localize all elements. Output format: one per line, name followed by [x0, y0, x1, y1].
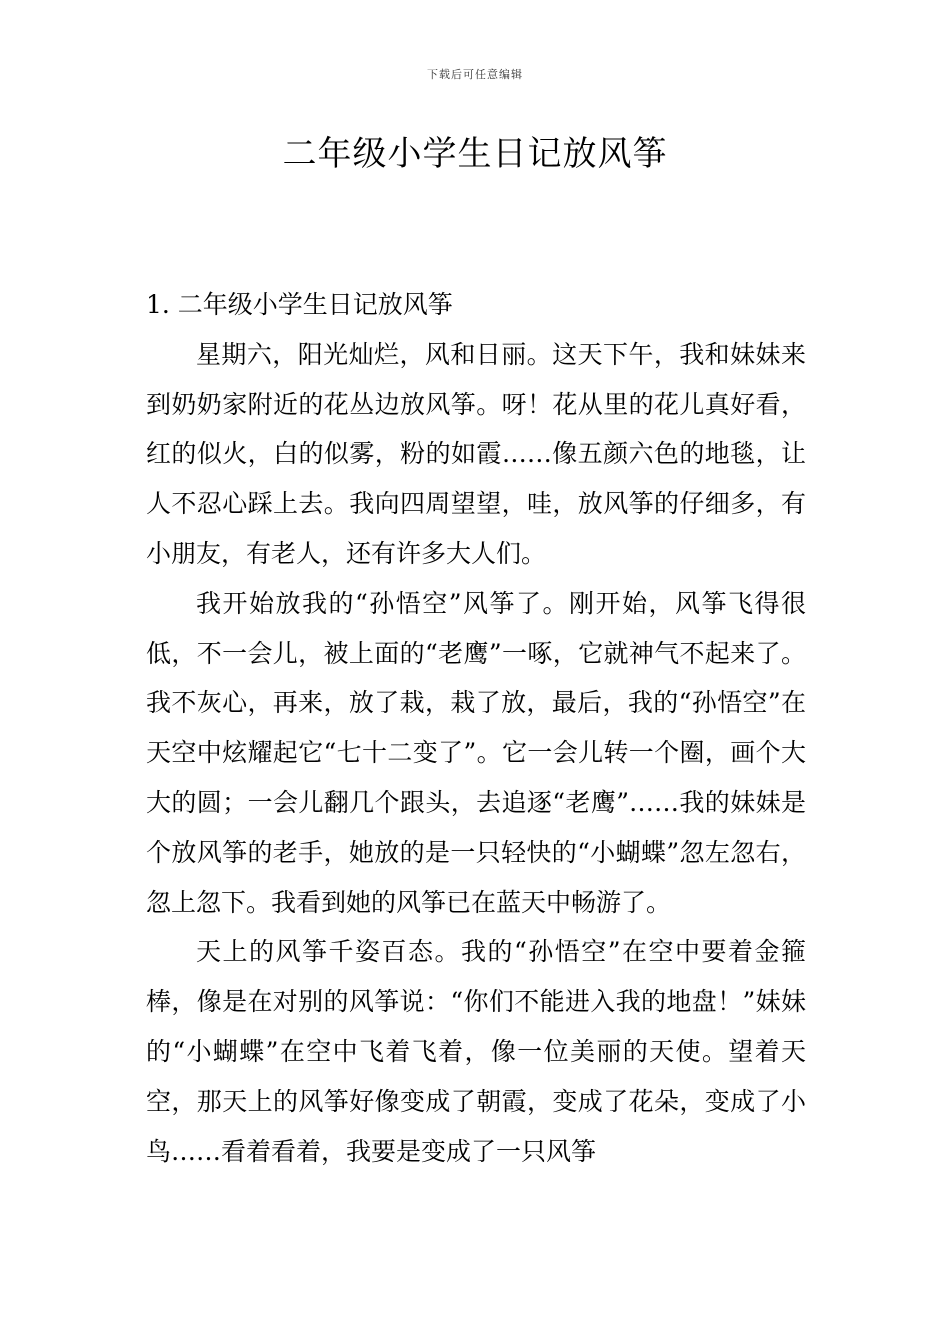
paragraph-1: 星期六，阳光灿烂，风和日丽。这天下午，我和妹妹来到奶奶家附近的花丛边放风筝。呀！花从里的花儿真好看，红的似火，白的似雾，粉的如霞……像五颜六色的地毯，让人不忍心踩上去。我向四周望望，哇，放风筝的仔细多，有小朋友，有老人，还有许多大人们。: [146, 339, 806, 568]
document-body: [146, 280, 806, 1176]
paragraph-3: 天上的风筝千姿百态。我的“孙悟空”在空中要着金箍棒，像是在对别的风筝说：“你们不能进入我的地盘！”妹妹的“小蝴蝶”在空中飞着飞着，像一位美丽的天使。望着天空，那天上的风筝好像变成了朝霞，变成了花朵，变成了小鸟……看着看着，我要是变成了一只风筝: [146, 937, 806, 1166]
header-note: 下载后可任意编辑: [427, 68, 523, 81]
document-title: 二年级小学生日记放风筝: [282, 134, 668, 174]
section-heading: 1. 二年级小学生日记放风筝: [146, 290, 453, 319]
paragraph-2: 我开始放我的“孙悟空”风筝了。刚开始，风筝飞得很低，不一会儿，被上面的“老鹰”一啄，它就神气不起来了。我不灰心，再来，放了栽，栽了放，最后，我的“孙悟空”在天空中炫耀起它“七十二变了”。它一会儿转一个圈，画个大大的圆；一会儿翻几个跟头，去追逐“老鹰”……我的妹妹是个放风筝的老手，她放的是一只轻快的“小蝴蝶”忽左忽右，忽上忽下。我看到她的风筝已在蓝天中畅游了。: [146, 588, 806, 917]
